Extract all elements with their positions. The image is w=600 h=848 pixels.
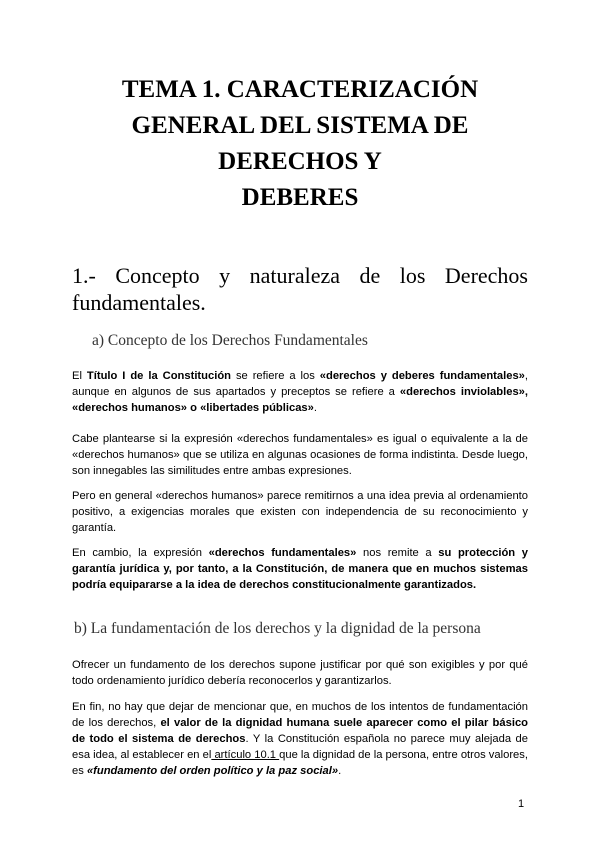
text: En cambio, la expresión — [72, 547, 209, 559]
paragraph: Cabe plantearse si la expresión «derechos fundamentales» es igual o equivalente a la de «derechos humanos» que se utiliza en algunas ocasiones de forma indistinta. Desde luego, son innegables las similitudes entre ambas expresiones. — [72, 433, 528, 477]
title-line: DERECHOS Y — [218, 148, 382, 175]
article-reference: artículo 10.1 — [211, 749, 280, 761]
text: En fin, no hay que dejar de mencionar que, en muchos de los intentos de fundamentación de los derechos, — [72, 701, 528, 729]
bold-italic-quote: «fundamento del orden político y la paz social» — [86, 765, 339, 777]
subsection-heading-a: a) Concepto de los Derechos Fundamentales — [92, 332, 368, 349]
bold-text: su protección y garantía jurídica y, por tanto, a la Constitución, de manera que en muchos sistemas podría equipararse a la idea de derechos constitucionalmente garantizados. — [72, 547, 528, 591]
title-line: DEBERES — [241, 184, 359, 211]
text: que la dignidad de la persona, entre otros valores, es — [72, 749, 528, 777]
paragraph — [72, 545, 528, 593]
paragraph — [72, 699, 528, 779]
bold-text: «derechos fundamentales» — [208, 547, 357, 559]
paragraph — [72, 368, 528, 416]
bold-text: «derechos inviolables», «derechos humanos» o «libertades públicas» — [72, 386, 528, 414]
section-heading: 1.- Concepto y naturaleza de los Derechos fundamentales. — [72, 263, 528, 315]
text: . — [338, 765, 342, 777]
title-line: GENERAL DEL SISTEMA DE — [131, 112, 469, 139]
bold-text: Título I de la Constitución — [86, 370, 231, 382]
paragraph: Ofrecer un fundamento de los derechos supone justificar por qué son exigibles y por qué todo ordenamiento jurídico debería reconocerlos y garantizarlos. — [72, 659, 528, 687]
text: nos remite a — [356, 547, 439, 559]
text: El — [72, 370, 87, 382]
title-line: TEMA 1. CARACTERIZACIÓN — [121, 76, 479, 103]
document-title — [60, 72, 540, 216]
text: , aunque en algunos de sus apartados y preceptos se refiere a — [72, 370, 528, 398]
text: . — [313, 402, 317, 414]
bold-text: el valor de la dignidad humana suele aparecer como el pilar básico de todo el sistema de derechos — [72, 717, 529, 745]
paragraph: Pero en general «derechos humanos» parece remitirnos a una idea previa al ordenamiento positivo, a exigencias morales que existen con independencia de su reconocimiento y garantía. — [72, 490, 528, 534]
text: se refiere a los — [231, 370, 320, 382]
page-number: 1 — [518, 798, 525, 810]
bold-text: «derechos y deberes fundamentales» — [319, 370, 525, 382]
text: . Y la Constitución española no parece muy alejada de esa idea, al establecer en el — [72, 733, 528, 761]
subsection-heading-b: b) La fundamentación de los derechos y la dignidad de la persona — [74, 620, 481, 637]
